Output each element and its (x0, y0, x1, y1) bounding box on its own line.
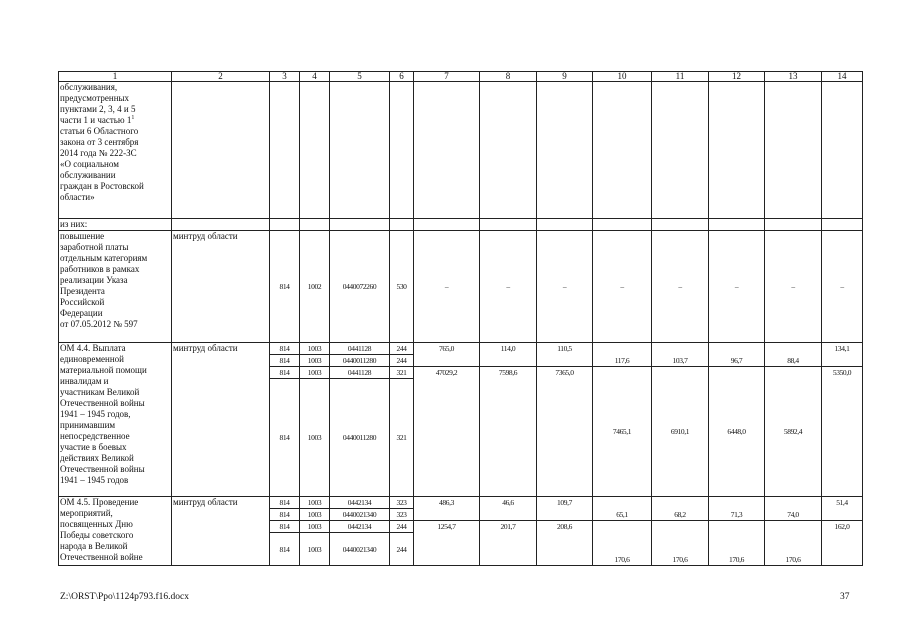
empty-cell (270, 82, 300, 219)
header-cell: 3 (270, 72, 300, 82)
executor-cell: минтруд области (172, 231, 270, 343)
value-cell: 5350,0 (822, 367, 863, 497)
grbs-cell: 814 (270, 343, 300, 355)
value-cell: 208,6 (537, 521, 593, 566)
value-cell: – (593, 231, 652, 343)
value-cell: 6910,1 (652, 367, 709, 497)
csr-cell: 0440072260 (330, 231, 390, 343)
value-cell: – (537, 231, 593, 343)
empty-cell (300, 82, 330, 219)
om45-row-1 (59, 497, 863, 509)
value-cell: 7365,0 (537, 367, 593, 497)
value-cell: 201,7 (480, 521, 537, 566)
subheader-label: из них: (59, 219, 172, 231)
header-cell: 1 (59, 72, 172, 82)
grbs-cell: 814 (270, 497, 300, 509)
value-cell: 765,0 (414, 343, 480, 367)
empty-cell (709, 82, 765, 219)
vr-cell: 244 (390, 533, 414, 566)
csr-cell: 0440021340 (330, 533, 390, 566)
header-cell: 13 (765, 72, 822, 82)
value-cell: – (822, 231, 863, 343)
rzpr-cell: 1003 (300, 509, 330, 521)
budget-table (58, 71, 863, 566)
value-cell: 47029,2 (414, 367, 480, 497)
csr-cell: 0440021340 (330, 509, 390, 521)
header-cell: 8 (480, 72, 537, 82)
value-cell: 170,6 (709, 521, 765, 566)
csr-cell: 0441128 (330, 343, 390, 355)
executor-cell: минтруд области (172, 497, 270, 566)
header-cell: 7 (414, 72, 480, 82)
value-cell: 110,5 (537, 343, 593, 367)
empty-cell (822, 82, 863, 219)
rzpr-cell: 1003 (300, 355, 330, 367)
grbs-cell: 814 (270, 533, 300, 566)
value-cell: 117,6 (593, 343, 652, 367)
value-cell: 51,4 (822, 497, 863, 521)
header-cell: 6 (390, 72, 414, 82)
empty-cell (172, 82, 270, 219)
empty-cell (330, 82, 390, 219)
vr-cell: 244 (390, 355, 414, 367)
om44-name-cell: ОМ 4.4. Выплата единовременной материальной помощи инвалидам и участникам Великой Отечественной войны 1941 – 1945 годов, принимавшим непосредственное участие в боевых действиях Великой Отечественной войны 1941 – 1945 годов (59, 343, 172, 497)
csr-cell: 0440011280 (330, 355, 390, 367)
vr-cell: 323 (390, 497, 414, 509)
empty-cell (593, 82, 652, 219)
value-cell: 46,6 (480, 497, 537, 521)
header-cell: 4 (300, 72, 330, 82)
grbs-cell: 814 (270, 379, 300, 497)
value-cell: 162,0 (822, 521, 863, 566)
value-cell: 6448,0 (709, 367, 765, 497)
value-cell: 96,7 (709, 343, 765, 367)
header-cell: 5 (330, 72, 390, 82)
header-cell: 12 (709, 72, 765, 82)
empty-cell (537, 82, 593, 219)
vr-cell: 244 (390, 521, 414, 533)
salary-increase-row (59, 231, 863, 343)
vr-cell: 244 (390, 343, 414, 355)
rzpr-cell: 1003 (300, 497, 330, 509)
header-cell: 11 (652, 72, 709, 82)
grbs-cell: 814 (270, 231, 300, 343)
empty-cell (390, 82, 414, 219)
csr-cell: 0442134 (330, 521, 390, 533)
header-row (59, 72, 863, 82)
empty-cell (414, 82, 480, 219)
executor-cell: минтруд области (172, 343, 270, 497)
value-cell: 74,0 (765, 497, 822, 521)
empty-cell (480, 82, 537, 219)
value-cell: – (414, 231, 480, 343)
grbs-cell: 814 (270, 521, 300, 533)
value-cell: – (480, 231, 537, 343)
grbs-cell: 814 (270, 509, 300, 521)
value-cell: 170,6 (593, 521, 652, 566)
value-cell: 103,7 (652, 343, 709, 367)
vr-cell: 530 (390, 231, 414, 343)
value-cell: 486,3 (414, 497, 480, 521)
rzpr-cell: 1003 (300, 521, 330, 533)
value-cell: – (765, 231, 822, 343)
grbs-cell: 814 (270, 355, 300, 367)
om44-row-1 (59, 343, 863, 355)
value-cell: – (709, 231, 765, 343)
vr-cell: 321 (390, 367, 414, 379)
value-cell: 109,7 (537, 497, 593, 521)
rzpr-cell: 1003 (300, 367, 330, 379)
value-cell: 7465,1 (593, 367, 652, 497)
continuation-row (59, 82, 863, 219)
rzpr-cell: 1003 (300, 343, 330, 355)
value-cell: 134,1 (822, 343, 863, 367)
value-cell: – (652, 231, 709, 343)
om45-name-cell: ОМ 4.5. Проведение мероприятий, посвященных Дню Победы советского народа в Великой Отечественной войне (59, 497, 172, 566)
value-cell: 114,0 (480, 343, 537, 367)
header-cell: 10 (593, 72, 652, 82)
value-cell: 170,6 (765, 521, 822, 566)
header-cell: 9 (537, 72, 593, 82)
value-cell: 71,3 (709, 497, 765, 521)
value-cell: 88,4 (765, 343, 822, 367)
empty-cell (765, 82, 822, 219)
value-cell: 7598,6 (480, 367, 537, 497)
vr-cell: 321 (390, 379, 414, 497)
vr-cell: 323 (390, 509, 414, 521)
csr-cell: 0442134 (330, 497, 390, 509)
item-name-cell: повышение заработной платы отдельным категориям работников в рамках реализации Указа Президента Российской Федерации от 07.05.2012 № 597 (59, 231, 172, 343)
header-cell: 2 (172, 72, 270, 82)
page-number: 37 (840, 592, 850, 602)
footer-file-path: Z:\ORST\Ppo\1124p793.f16.docx (60, 592, 189, 602)
value-cell: 1254,7 (414, 521, 480, 566)
csr-cell: 0441128 (330, 367, 390, 379)
rzpr-cell: 1003 (300, 379, 330, 497)
value-cell: 68,2 (652, 497, 709, 521)
rzpr-cell: 1003 (300, 533, 330, 566)
subheader-row (59, 219, 863, 231)
grbs-cell: 814 (270, 367, 300, 379)
program-name-cell: обслуживания, предусмотренных пунктами 2, 3, 4 и 5 части 1 и частью $1^1$ статьи 6 Областного закона от 3 сентября 2014 года № 222-ЗС «О социальном обслуживании граждан в Ростовской области» (59, 82, 172, 219)
csr-cell: 0440011280 (330, 379, 390, 497)
value-cell: 5892,4 (765, 367, 822, 497)
empty-cell (652, 82, 709, 219)
value-cell: 65,1 (593, 497, 652, 521)
value-cell: 170,6 (652, 521, 709, 566)
rzpr-cell: 1002 (300, 231, 330, 343)
header-cell: 14 (822, 72, 863, 82)
